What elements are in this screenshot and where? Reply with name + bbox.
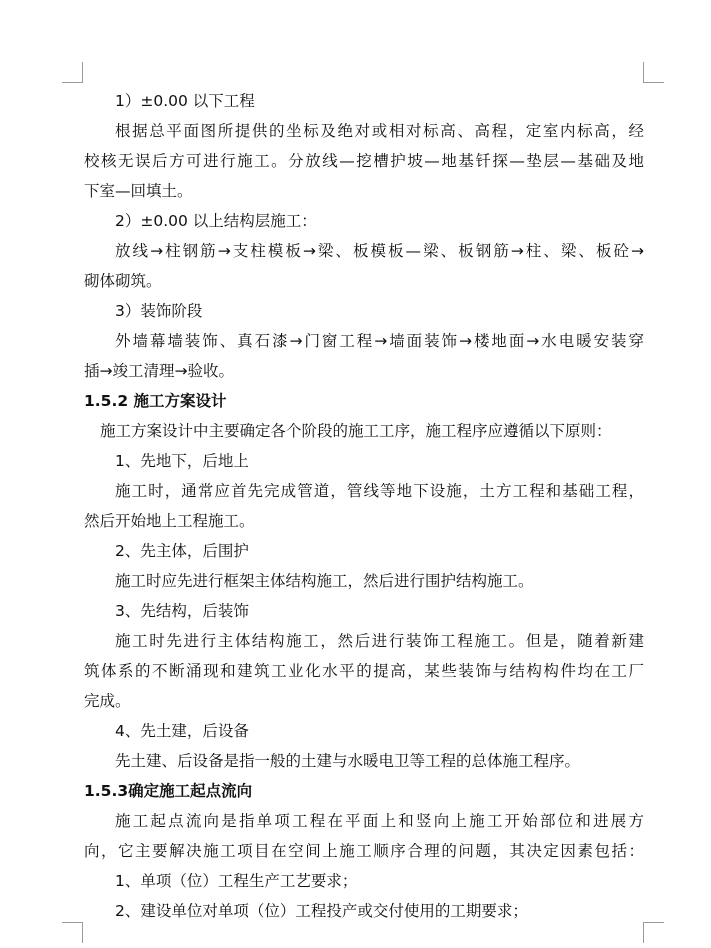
paragraph-line: 下室—回填土。	[84, 182, 193, 200]
crop-mark-bottom-right	[643, 922, 664, 943]
paragraph-line: 根据总平面图所提供的坐标及绝对或相对标高、高程，定室内标高，经	[115, 122, 644, 140]
item-heading: 2）±0.00 以上结构层施工：	[115, 212, 317, 230]
item-heading: 4、先土建，后设备	[115, 722, 249, 740]
list-item: 1、单项（位）工程生产工艺要求；	[115, 872, 358, 890]
list-item: 2、建设单位对单项（位）工程投产或交付使用的工期要求；	[115, 902, 528, 920]
paragraph-line: 施工方案设计中主要确定各个阶段的施工工序，施工程序应遵循以下原则：	[100, 422, 612, 440]
paragraph-line: 放线→柱钢筋→支柱模板→梁、板模板—梁、板钢筋→柱、梁、板砼→	[115, 242, 644, 260]
item-heading: 2、先主体，后围护	[115, 542, 249, 560]
paragraph-line: 先土建、后设备是指一般的土建与水暖电卫等工程的总体施工程序。	[115, 752, 581, 770]
item-heading: 1、先地下，后地上	[115, 452, 249, 470]
crop-mark-top-right	[643, 62, 664, 83]
paragraph-line: 砌体砌筑。	[84, 272, 162, 290]
crop-mark-top-left	[62, 62, 83, 83]
paragraph-line: 向，它主要解决施工项目在空间上施工顺序合理的问题，其决定因素包括：	[84, 842, 644, 860]
item-heading: 3、先结构，后装饰	[115, 602, 249, 620]
section-heading-1-5-3: 1.5.3确定施工起点流向	[84, 782, 253, 800]
item-heading: 1）±0.00 以下工程	[115, 92, 255, 110]
paragraph-line: 施工时先进行主体结构施工，然后进行装饰工程施工。但是，随着新建	[115, 632, 644, 650]
paragraph-line: 施工时，通常应首先完成管道，管线等地下设施，土方工程和基础工程，	[115, 482, 644, 500]
paragraph-line: 施工起点流向是指单项工程在平面上和竖向上施工开始部位和进展方	[115, 812, 644, 830]
item-heading: 3）装饰阶段	[115, 302, 203, 320]
crop-mark-bottom-left	[62, 922, 83, 943]
paragraph-line: 校核无误后方可进行施工。分放线—挖槽护坡—地基钎探—垫层—基础及地	[84, 152, 644, 170]
paragraph-line: 插→竣工清理→验收。	[84, 362, 234, 380]
document-body	[84, 86, 644, 926]
paragraph-line: 完成。	[84, 692, 131, 710]
paragraph-line: 外墙幕墙装饰、真石漆→门窗工程→墙面装饰→楼地面→水电暖安装穿	[115, 332, 644, 350]
paragraph-line: 然后开始地上工程施工。	[84, 512, 255, 530]
paragraph-line: 施工时应先进行框架主体结构施工，然后进行围护结构施工。	[115, 572, 534, 590]
paragraph-line: 筑体系的不断涌现和建筑工业化水平的提高，某些装饰与结构构件均在工厂	[84, 662, 644, 680]
section-heading-1-5-2: 1.5.2 施工方案设计	[84, 392, 227, 410]
